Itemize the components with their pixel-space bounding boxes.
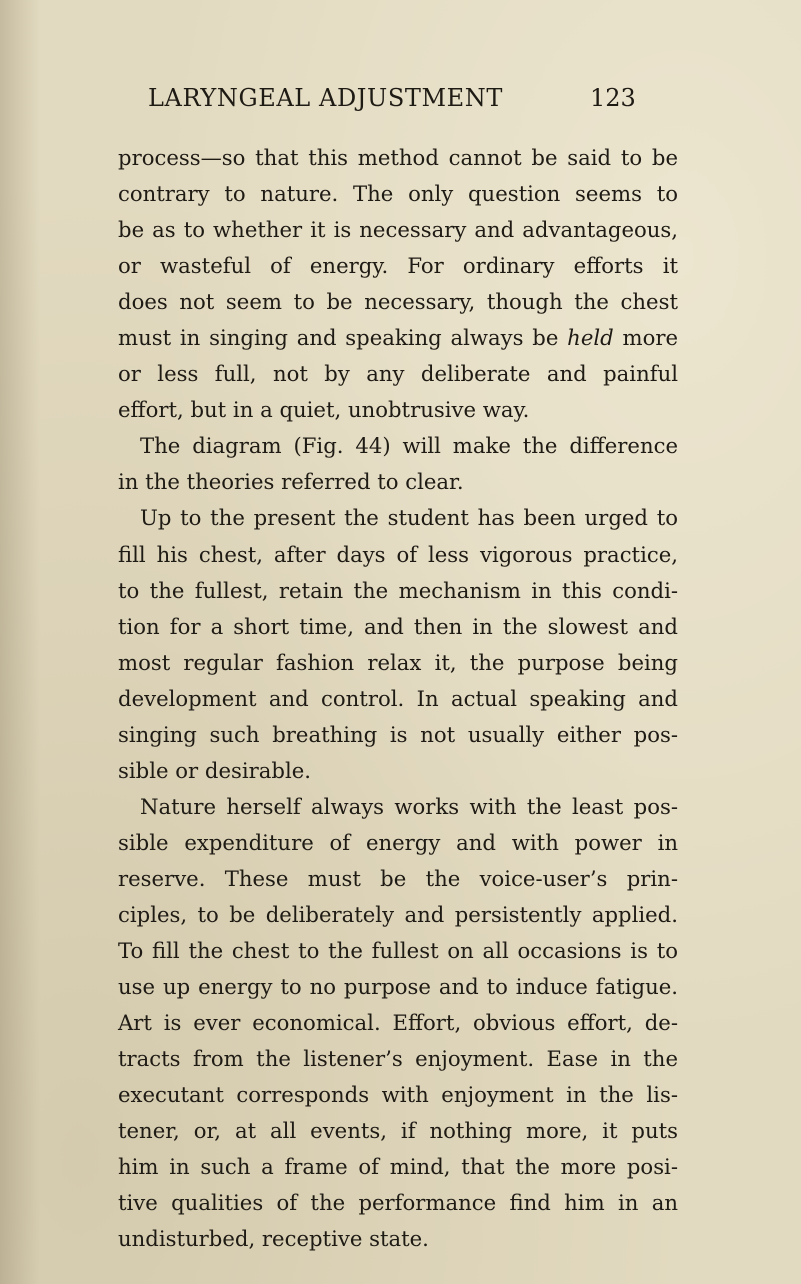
text-segment: more <box>613 325 678 351</box>
text-segment: must in singing and speaking always be <box>118 325 568 351</box>
text-line: contrary to nature. The only question seems to <box>118 181 678 207</box>
text-line: singing such breathing is not usually either pos- <box>118 721 678 747</box>
text-line-with-italic <box>118 320 678 356</box>
text-line: most regular fashion relax it, the purpose being <box>118 649 678 675</box>
text-line: ciples, to be deliberately and persistently applied. <box>118 901 678 927</box>
text-line: sible expenditure of energy and with power in <box>118 829 678 855</box>
text-line: The diagram (Fig. 44) will make the difference <box>140 433 678 459</box>
text-line: development and control. In actual speaking and <box>118 685 678 711</box>
text-line: use up energy to no purpose and to induce fatigue. <box>118 974 678 1000</box>
page-gutter-shadow <box>0 0 40 1284</box>
italic-emphasis: held <box>567 325 614 351</box>
page-number: 123 <box>590 84 636 112</box>
text-line: in the theories referred to clear. <box>118 469 464 495</box>
text-line: sible or desirable. <box>118 757 312 783</box>
text-line: effort, but in a quiet, unobtrusive way. <box>118 397 530 423</box>
body-text <box>118 140 678 1257</box>
text-line: or less full, not by any deliberate and painful <box>118 361 678 387</box>
text-line: him in such a frame of mind, that the more posi- <box>118 1154 678 1180</box>
text-line: does not seem to be necessary, though the chest <box>118 289 678 315</box>
text-line: Up to the present the student has been urged to <box>140 505 678 531</box>
text-line: or wasteful of energy. For ordinary efforts it <box>118 253 678 279</box>
running-head: LARYNGEAL ADJUSTMENT <box>148 84 504 112</box>
text-line: undisturbed, receptive state. <box>118 1226 429 1252</box>
text-line: tracts from the listener’s enjoyment. Ease in the <box>118 1046 678 1072</box>
page-header <box>0 84 801 124</box>
text-line: reserve. These must be the voice-user’s prin- <box>118 865 678 891</box>
text-line: executant corresponds with enjoyment in the lis- <box>118 1082 678 1108</box>
text-line: tener, or, at all events, if nothing more, it puts <box>118 1118 678 1144</box>
text-line: tive qualities of the performance find him in an <box>118 1190 678 1216</box>
text-line: to the fullest, retain the mechanism in this condi- <box>118 577 678 603</box>
text-line: To fill the chest to the fullest on all occasions is to <box>118 938 678 964</box>
text-line: tion for a short time, and then in the slowest and <box>118 613 678 639</box>
text-line: process—so that this method cannot be said to be <box>118 145 678 170</box>
text-line: Nature herself always works with the least pos- <box>140 793 678 819</box>
text-line: be as to whether it is necessary and advantageous, <box>118 217 678 243</box>
text-line: fill his chest, after days of less vigorous practice, <box>118 541 678 567</box>
text-line: Art is ever economical. Effort, obvious effort, de- <box>118 1010 678 1036</box>
